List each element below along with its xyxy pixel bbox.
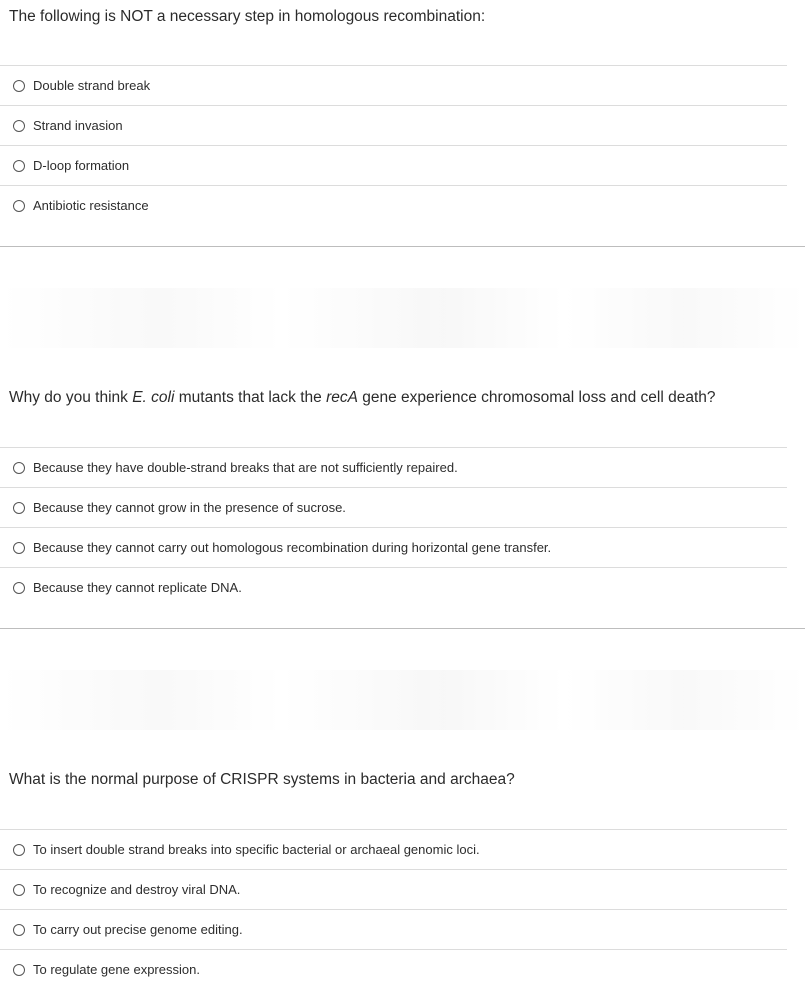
question-2-option-2[interactable]: [0, 487, 787, 527]
radio-button[interactable]: [13, 582, 25, 594]
radio-button[interactable]: [13, 844, 25, 856]
radio-button[interactable]: [13, 542, 25, 554]
radio-button[interactable]: [13, 160, 25, 172]
question-3-prompt: What is the normal purpose of CRISPR systems in bacteria and archaea?: [9, 771, 515, 788]
question-2-option-1[interactable]: [0, 447, 787, 487]
question-2-prompt: Why do you think E. coli mutants that lack the recA gene experience chromosomal loss and cell death?: [9, 389, 716, 406]
section-divider: [0, 246, 805, 247]
question-3-option-4[interactable]: [0, 949, 787, 989]
section-divider: [0, 628, 805, 629]
option-label: To regulate gene expression.: [33, 962, 200, 977]
option-label: Because they cannot grow in the presence of sucrose.: [33, 500, 346, 515]
option-label: Double strand break: [33, 78, 151, 93]
option-label: Antibiotic resistance: [33, 198, 149, 213]
radio-button[interactable]: [13, 120, 25, 132]
question-3-option-3[interactable]: [0, 909, 787, 949]
faded-region: [0, 670, 805, 730]
question-1-option-4[interactable]: [0, 185, 787, 225]
radio-button[interactable]: [13, 80, 25, 92]
option-label: Because they cannot carry out homologous recombination during horizontal gene transfer.: [33, 540, 552, 555]
question-3-option-1[interactable]: [0, 829, 787, 869]
option-label: To carry out precise genome editing.: [33, 922, 243, 937]
radio-button[interactable]: [13, 964, 25, 976]
radio-button[interactable]: [13, 884, 25, 896]
question-1-prompt: The following is NOT a necessary step in homologous recombination:: [9, 8, 486, 25]
question-1-option-3[interactable]: [0, 145, 787, 185]
option-label: To insert double strand breaks into specific bacterial or archaeal genomic loci.: [33, 842, 480, 857]
radio-button[interactable]: [13, 502, 25, 514]
radio-button[interactable]: [13, 924, 25, 936]
question-3-option-2[interactable]: [0, 869, 787, 909]
radio-button[interactable]: [13, 462, 25, 474]
option-label: D-loop formation: [33, 158, 130, 173]
question-1-options: [0, 65, 787, 225]
question-1-option-2[interactable]: [0, 105, 787, 145]
question-2-options: [0, 447, 787, 607]
option-label: Strand invasion: [33, 118, 123, 133]
faded-region: [0, 288, 805, 348]
question-2-option-3[interactable]: [0, 527, 787, 567]
option-label: Because they cannot replicate DNA.: [33, 580, 242, 595]
question-1-option-1[interactable]: [0, 65, 787, 105]
question-2-option-4[interactable]: [0, 567, 787, 607]
question-3-options: [0, 829, 787, 989]
radio-button[interactable]: [13, 200, 25, 212]
option-label: To recognize and destroy viral DNA.: [33, 882, 241, 897]
option-label: Because they have double-strand breaks that are not sufficiently repaired.: [33, 460, 458, 475]
